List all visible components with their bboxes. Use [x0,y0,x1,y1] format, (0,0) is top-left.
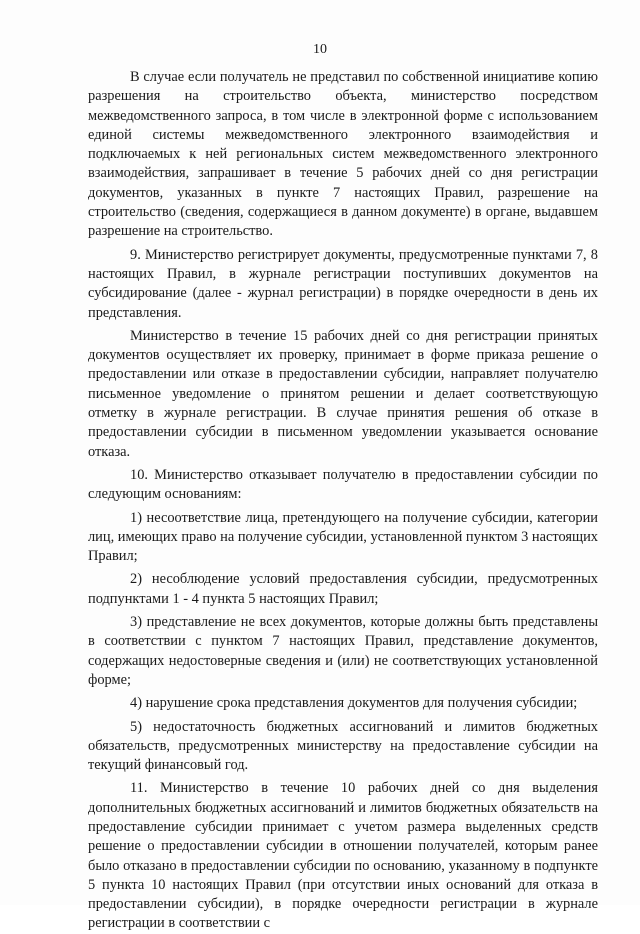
paragraph-reason-2: 2) несоблюдение условий предоставления субсидии, предусмотренных подпунктами 1 - 4 пункта 5 настоящих Правил; [88,571,598,607]
page-number: 10 [313,42,327,57]
paragraph-item-10: 10. Министерство отказывает получателю в предоставлении субсидии по следующим основаниям: [88,466,598,503]
paragraph-reason-4: 4) нарушение срока представления документов для получения субсидии; [130,695,578,712]
paragraph-reason-1: 1) несоответствие лица, претендующего на получение субсидии, категории лиц, имеющих право на получение субсидии, установленной пунктом 3 настоящих Правил; [88,509,598,565]
paragraph-item-11: 11. Министерство в течение 10 рабочих дней со дня выделения дополнительных бюджетных ассигнований и лимитов бюджетных обязательств на предоставление субсидии принимает с учетом размера выделенных средств решение о предоставлении субсидии в отношении получателей, которым ранее было отказано в предоставлении субсидии по основанию, указанному в подпункте 5 пункта 10 настоящих Правил (при отсутствии иных оснований для отказа в предоставлении субсидии), в порядке очередности регистрации в журнале регистрации в соответствии с [88,780,598,932]
paragraph-permit-request: В случае если получатель не представил по собственной инициативе копию разрешения на строительство объекта, министерство посредством межведомственного запроса, в том числе в электронной форме с использованием единой системы межведомственного электронного взаимодействия и подключаемых к ней региональных систем межведомственного электронного взаимодействия, запрашивает в течение 5 рабочих дней со дня регистрации документов, указанных в пункте 7 настоящих Правил, разрешение на строительство (сведения, содержащиеся в данном документе) в органе, выдавшем разрешение на строительство. [88,69,598,240]
document-body [88,68,598,934]
paragraph-review-period: Министерство в течение 15 рабочих дней со дня регистрации принятых документов осуществляет их проверку, принимает в форме приказа решение о предоставлении или отказе в предоставлении субсидии, направляет получателю письменное уведомление о принятом решении и делает соответствующую отметку в журнале регистрации. В случае принятия решения об отказе в предоставлении субсидии в письменном уведомлении указывается основание отказа. [88,327,598,460]
paragraph-item-9: 9. Министерство регистрирует документы, предусмотренные пунктами 7, 8 настоящих Правил, в журнале регистрации поступивших документов на субсидирование (далее - журнал регистрации) в порядке очередности в день их представления. [88,246,598,321]
paragraph-reason-3: 3) представление не всех документов, которые должны быть представлены в соответствии с пунктом 7 настоящих Правил, представление документов, содержащих недостоверные сведения и (или) не соответствующих установленной форме; [88,614,598,688]
paragraph-reason-5: 5) недостаточность бюджетных ассигнований и лимитов бюджетных обязательств, предусмотренных министерству на предоставление субсидии на текущий финансовый год. [88,718,598,774]
